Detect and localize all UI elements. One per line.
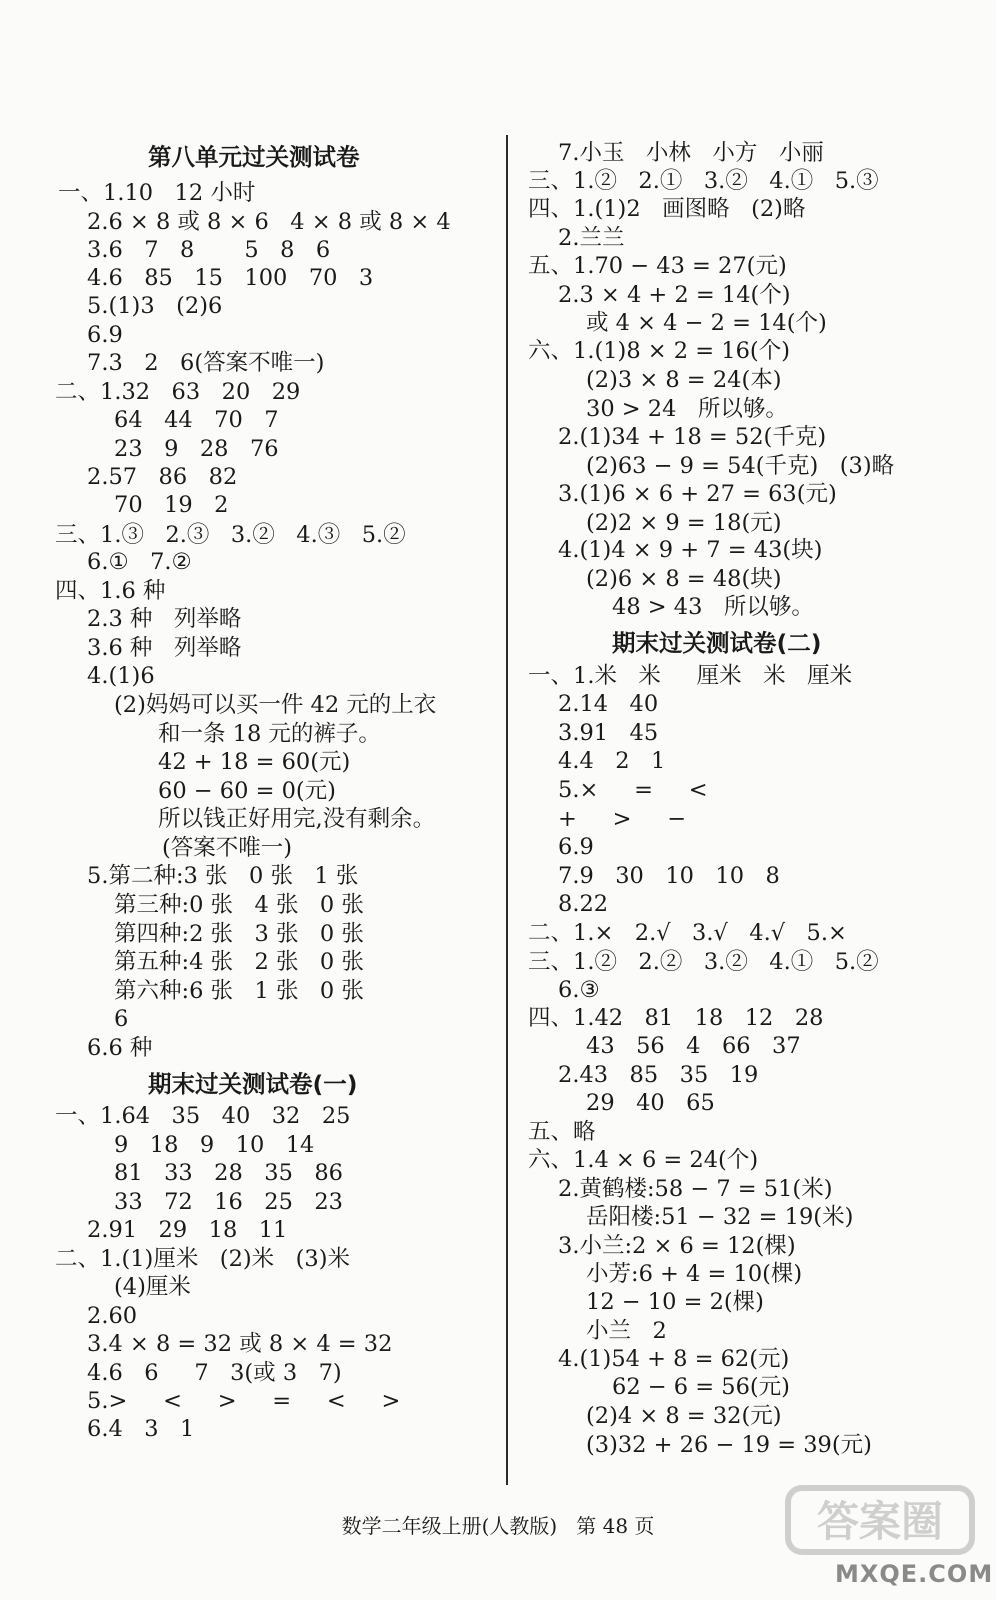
answer-line: 7.9 30 10 10 8 xyxy=(558,863,780,889)
answer-line: + > − xyxy=(558,806,687,832)
answer-line: 33 72 16 25 23 xyxy=(114,1189,343,1215)
answer-line: 小芳:6 + 4 = 10(棵) xyxy=(586,1261,803,1287)
answer-line: 和一条 18 元的裤子。 xyxy=(158,721,381,747)
answer-line: 9 18 9 10 14 xyxy=(114,1132,315,1158)
answer-line: 4.(1)54 + 8 = 62(元) xyxy=(558,1346,790,1372)
answer-line: 6.① 7.② xyxy=(87,549,192,575)
watermark-main-text: 答案圈 xyxy=(816,1497,944,1546)
answer-line: 二、1.(1)厘米 (2)米 (3)米 xyxy=(55,1246,350,1272)
answer-line: 2.14 40 xyxy=(558,691,659,717)
answer-line: 6.9 xyxy=(87,322,123,348)
answer-line: 四、1.6 种 xyxy=(55,578,166,604)
answer-line: 所以钱正好用完,没有剩余。 xyxy=(158,806,436,832)
answer-line: (2)4 × 8 = 32(元) xyxy=(586,1403,782,1429)
answer-line: 4.6 6 7 3(或 3 7) xyxy=(87,1360,342,1386)
answer-line: 5.第二种:3 张 0 张 1 张 xyxy=(87,863,359,889)
answer-line: 3.小兰:2 × 6 = 12(棵) xyxy=(558,1233,796,1259)
answer-line: 岳阳楼:51 − 32 = 19(米) xyxy=(586,1204,854,1230)
section-title-final1: 期末过关测试卷(一) xyxy=(148,1070,358,1098)
answer-line: 五、略 xyxy=(528,1119,596,1145)
answer-line: 3.(1)6 × 6 + 27 = 63(元) xyxy=(558,481,837,507)
answer-line: 2.43 85 35 19 xyxy=(558,1062,759,1088)
answer-line: 43 56 4 66 37 xyxy=(586,1033,801,1059)
answer-line: 第三种:0 张 4 张 0 张 xyxy=(114,892,364,918)
answer-line: 2.6 × 8 或 8 × 6 4 × 8 或 8 × 4 xyxy=(87,209,451,235)
answer-line: 三、1.② 2.② 3.② 4.① 5.② xyxy=(528,949,879,975)
answer-line: 2.(1)34 + 18 = 52(千克) xyxy=(558,424,827,450)
watermark-domain: MXQE.COM xyxy=(835,1560,994,1588)
answer-line: 四、1.42 81 18 12 28 xyxy=(528,1005,824,1031)
answer-line: 42 + 18 = 60(元) xyxy=(158,749,351,775)
answer-line: 4.(1)6 xyxy=(87,663,155,689)
answer-line: 第六种:6 张 1 张 0 张 xyxy=(114,978,364,1004)
answer-line: 一、1.米 米 厘米 米 厘米 xyxy=(528,663,853,689)
answer-line: 3.6 7 8 5 8 6 xyxy=(87,237,331,263)
answer-line: 6.9 xyxy=(558,834,594,860)
answer-line: 六、1.4 × 6 = 24(个) xyxy=(528,1147,759,1173)
answer-line: 3.91 45 xyxy=(558,720,659,746)
answer-line: 2.57 86 82 xyxy=(87,464,238,490)
answer-line: 62 − 6 = 56(元) xyxy=(612,1374,790,1400)
answer-line: 四、1.(1)2 画图略 (2)略 xyxy=(528,196,806,222)
answer-line: 6.③ xyxy=(558,977,600,1003)
answer-line: (2)2 × 9 = 18(元) xyxy=(586,510,782,536)
answer-line: 第五种:4 张 2 张 0 张 xyxy=(114,949,364,975)
page-footer: 数学二年级上册(人教版) 第 48 页 xyxy=(341,1514,655,1538)
column-divider xyxy=(506,135,508,1485)
answer-line: 一、1.64 35 40 32 25 xyxy=(55,1103,351,1129)
answer-line: 二、1.× 2.√ 3.√ 4.√ 5.× xyxy=(528,920,847,946)
answer-line: (4)厘米 xyxy=(114,1274,191,1300)
answer-line: 70 19 2 xyxy=(114,492,229,518)
answer-line: 3.6 种 列举略 xyxy=(87,635,242,661)
answer-line: 2.91 29 18 11 xyxy=(87,1217,288,1243)
answer-line: (2)3 × 8 = 24(本) xyxy=(586,367,782,393)
answer-line: 第四种:2 张 3 张 0 张 xyxy=(114,921,364,947)
section-title-final2: 期末过关测试卷(二) xyxy=(612,629,822,657)
answer-line: 五、1.70 − 43 = 27(元) xyxy=(528,253,787,279)
answer-line: 二、1.32 63 20 29 xyxy=(55,379,301,405)
answer-line: (3)32 + 26 − 19 = 39(元) xyxy=(586,1432,872,1458)
answer-line: 2.3 × 4 + 2 = 14(个) xyxy=(558,282,791,308)
section-title-unit8: 第八单元过关测试卷 xyxy=(148,143,360,171)
answer-line: 7.3 2 6(答案不唯一) xyxy=(87,350,325,376)
answer-line: 三、1.③ 2.③ 3.② 4.③ 5.② xyxy=(55,522,406,548)
answer-line: 2.黄鹤楼:58 − 7 = 51(米) xyxy=(558,1176,833,1202)
answer-line: 2.3 种 列举略 xyxy=(87,606,242,632)
answer-line: 12 − 10 = 2(棵) xyxy=(586,1289,764,1315)
answer-line: 5.> < > = < > xyxy=(87,1388,401,1414)
answer-line: 4.4 2 1 xyxy=(558,748,666,774)
answer-line: 30 > 24 所以够。 xyxy=(586,396,788,422)
answer-line: 23 9 28 76 xyxy=(114,436,279,462)
answer-line: 81 33 28 35 86 xyxy=(114,1160,343,1186)
answer-line: (2)6 × 8 = 48(块) xyxy=(586,566,782,592)
answer-line: 6.4 3 1 xyxy=(87,1416,195,1442)
answer-line: 7.小玉 小林 小方 小丽 xyxy=(558,140,824,166)
answer-line: 2.60 xyxy=(87,1303,138,1329)
answer-line: 64 44 70 7 xyxy=(114,407,279,433)
answer-line: 5.× = < xyxy=(558,777,708,803)
answer-line: 6.6 种 xyxy=(87,1035,153,1061)
answer-line: (2)妈妈可以买一件 42 元的上衣 xyxy=(114,692,437,718)
answer-line: 60 − 60 = 0(元) xyxy=(158,778,336,804)
answer-line: 三、1.② 2.① 3.② 4.① 5.③ xyxy=(528,168,879,194)
answer-line: (2)63 − 9 = 54(千克) (3)略 xyxy=(586,453,895,479)
answer-line: (答案不唯一) xyxy=(162,835,293,861)
answer-line: 3.4 × 8 = 32 或 8 × 4 = 32 xyxy=(87,1331,393,1357)
answer-line: 或 4 × 4 − 2 = 14(个) xyxy=(586,310,827,336)
answer-line: 8.22 xyxy=(558,891,609,917)
answer-line: 4.6 85 15 100 70 3 xyxy=(87,265,374,291)
answer-line: 六、1.(1)8 × 2 = 16(个) xyxy=(528,338,790,364)
answer-line: 6 xyxy=(114,1006,129,1032)
answer-line: 2.兰兰 xyxy=(558,225,625,251)
answer-line: 一、1.10 12 小时 xyxy=(58,180,256,206)
answer-line: 29 40 65 xyxy=(586,1090,715,1116)
answer-line: 48 > 43 所以够。 xyxy=(612,594,814,620)
answer-line: 小兰 2 xyxy=(586,1318,667,1344)
answer-line: 5.(1)3 (2)6 xyxy=(87,293,223,319)
answer-line: 4.(1)4 × 9 + 7 = 43(块) xyxy=(558,537,823,563)
